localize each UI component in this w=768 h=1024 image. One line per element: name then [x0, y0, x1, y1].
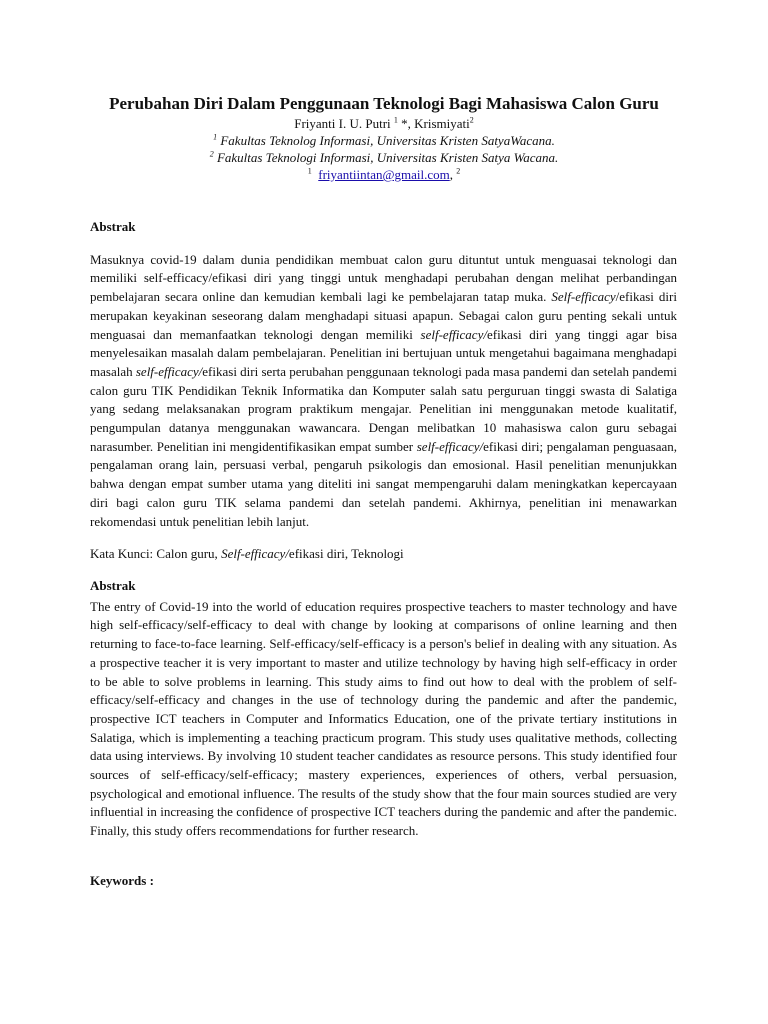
email-separator: ,: [449, 167, 457, 182]
email-sup-2: 2: [456, 166, 461, 176]
abstract-id-seg1: Masuknya covid-19 dalam dunia pendidikan membuat calon guru dituntut untuk menguasai teknologi dan memiliki self-efficacy/efikasi diri yang tinggi untuk menghadapi perubahan dengan melihat perbandingan pembelajaran secara online dan kemudian kembali lagi ke pembelajaran tatap muka.: [90, 251, 677, 305]
affiliation-1: [60, 132, 708, 149]
abstract-body-id: [90, 251, 677, 532]
abstract-english: [90, 577, 677, 841]
keywords-id-em: Self-efficacy/: [221, 546, 289, 561]
abstract-heading-en: Abstrak: [90, 578, 136, 593]
abstract-id-em1: Self-efficacy: [551, 289, 616, 305]
author-1: Friyanti I. U. Putri: [294, 116, 394, 131]
keywords-en-label: Keywords :: [90, 873, 154, 888]
affiliation-1-text: Fakultas Teknolog Informasi, Universitas Kristen SatyaWacana.: [217, 133, 555, 148]
abstract-id-seg4: efikasi diri serta perubahan penggunaan teknologi pada masa pandemi dan setelah pandemi calon guru TIK Pendidikan Teknik Informatika dan Komputer salah satu perguruan tinggi swasta di Salatiga yang sedang melaksanakan program praktikum mengajar. Penelitian ini menggunakan metode kualitatif, pengumpulan datanya menggunakan wawancara. Dengan melibatkan 10 mahasiswa calon guru sebagai narasumber. Penelitian ini mengidentifikasikan empat sumber: [90, 363, 678, 454]
abstract-heading-id: Abstrak: [90, 219, 136, 234]
abstract-id-seg2: /efikasi diri merupakan keyakinan seseorang dalam menghadapi situasi apapun. Sebagai calon guru penting sekali untuk menguasai dan memanfaatkan teknologi dengan memiliki: [90, 289, 677, 342]
keywords-english: [90, 873, 677, 889]
affiliation-2-sup: 2: [209, 149, 214, 159]
author-1-sup: 1: [393, 115, 398, 125]
affiliation-2-text: Fakultas Teknologi Informasi, Universitas Kristen Satya Wacana.: [213, 150, 559, 165]
abstract-id-seg3: efikasi diri yang tinggi agar bisa menyelesaikan masalah dalam pembelajaran. Penelitian ini bertujuan untuk mengetahui bagaimana menghadapi masalah: [90, 326, 677, 379]
keywords-indonesian: [90, 545, 677, 563]
email-link[interactable]: friyantiintan@gmail.com: [318, 167, 450, 182]
abstract-body-en: The entry of Covid-19 into the world of education requires prospective teachers to master technology and have high self-efficacy/self-efficacy to deal with change by looking at comparisons of online learning and then returning to face-to-face learning. Self-efficacy/self-efficacy is a person's belief in dealing with any situation. As a prospective teacher it is very important to master and utilize technology by having high self-efficacy in order to be able to solve problems in learning. This study aims to find out how to deal with the problem of self-efficacy/self-efficacy and changes in the use of technology during the pandemic and after the pandemic, prospective ICT teachers in Computer and Informatics Education, one of the private tertiary institutions in Salatiga, which is implementing a teaching practicum program. This study uses qualitative methods, collecting data using interviews. By involving 10 student teacher candidates as resource persons. This study identified four sources of self-efficacy/self-efficacy; mastery experiences, experiences of others, verbal persuasion, psychological and emotional influence. The results of the study show that the four main sources studied are very influential in increasing the confidence of prospective ICT teachers during the pandemic and after the pandemic. Finally, this study offers recommendations for further research.: [90, 598, 677, 839]
paper-header: [60, 93, 708, 183]
email-sup-1: 1: [307, 166, 312, 176]
abstract-id-seg5: efikasi diri; pengalaman penguasaan, pengalaman orang lain, persuasi verbal, pengaruh psikologis dan emosional. Hasil penelitian menunjukkan bahwa dengan empat sumber utama yang diteliti ini sangat mempengaruhi dalam meningkatkan kepercayaan diri bagi calon guru TIK selama pandemi dan setelah pandemi. Akhirnya, penelitian ini menawarkan rekomendasi untuk penelitian lebih lanjut.: [90, 438, 677, 529]
author-2-sup: 2: [469, 115, 474, 125]
author-2: *, Krismiyati: [397, 116, 470, 131]
abstract-indonesian: [90, 218, 677, 531]
email-line: [60, 166, 708, 183]
author-line: [60, 115, 708, 132]
paper-title: Perubahan Diri Dalam Penggunaan Teknologi Bagi Mahasiswa Calon Guru: [109, 94, 659, 113]
abstract-id-em4: self-efficacy/: [416, 438, 484, 454]
keywords-id-rest: efikasi diri, Teknologi: [288, 546, 404, 561]
keywords-id-line: [90, 545, 677, 563]
keywords-id-label: Kata Kunci: Calon guru,: [90, 546, 222, 561]
abstract-id-em3: self-efficacy/: [135, 363, 203, 379]
abstract-id-em2: self-efficacy/: [420, 326, 487, 342]
affiliation-2: [60, 149, 708, 166]
affiliation-1-sup: 1: [213, 132, 218, 142]
